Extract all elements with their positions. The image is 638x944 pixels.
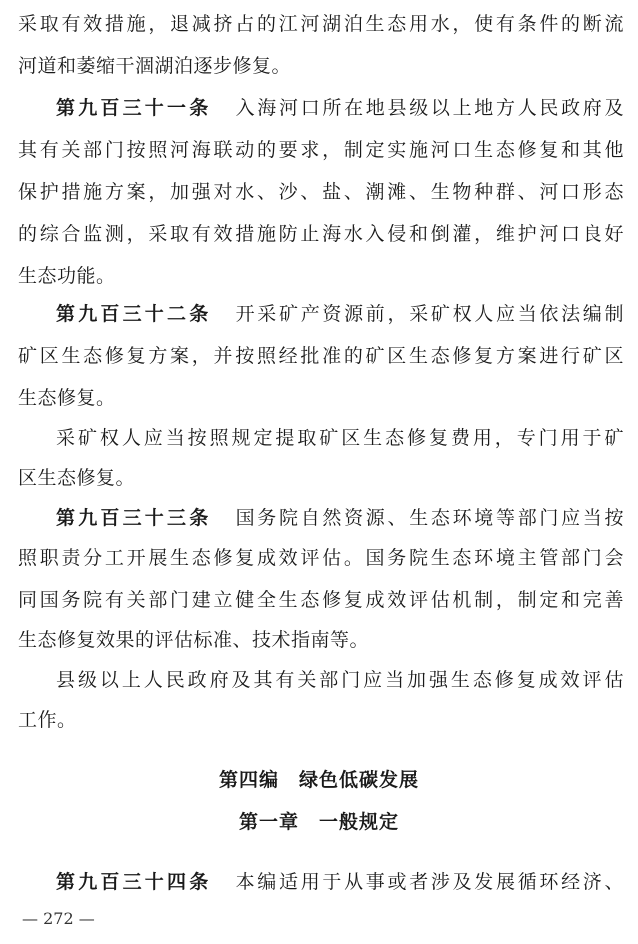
- article-931-first-line: [56, 98, 624, 118]
- article-number: 第九百三十一条: [56, 97, 212, 119]
- body-line: 其有关部门按照河海联动的要求，制定实施河口生态修复和其他: [18, 139, 624, 161]
- chapter-heading: 第一章 一般规定: [238, 811, 399, 833]
- body-line: 生态修复。: [18, 387, 116, 409]
- part-heading: 第四编 绿色低碳发展: [218, 769, 419, 791]
- article-number: 第九百三十四条: [56, 871, 212, 893]
- body-line: 的综合监测，采取有效措施防止海水入侵和倒灌，维护河口良好: [18, 223, 624, 245]
- paragraph-first-line: 县级以上人民政府及其有关部门应当加强生态修复成效评估: [56, 669, 624, 691]
- body-line: 生态修复效果的评估标准、技术指南等。: [18, 629, 370, 651]
- body-line: 照职责分工开展生态修复成效评估。国务院生态环境主管部门会: [18, 547, 624, 569]
- article-933-first-line: [56, 508, 624, 528]
- paragraph-first-line: 采矿权人应当按照规定提取矿区生态修复费用，专门用于矿: [56, 427, 624, 449]
- article-932-first-line: [56, 304, 624, 324]
- article-934-first-line: [56, 872, 624, 892]
- article-text: 本编适用于从事或者涉及发展循环经济、: [233, 871, 624, 893]
- article-number: 第九百三十二条: [56, 303, 212, 325]
- body-line: 同国务院有关部门建立健全生态修复成效评估机制，制定和完善: [18, 589, 624, 611]
- body-line: 保护措施方案，加强对水、沙、盐、潮滩、生物种群、河口形态: [18, 181, 624, 203]
- body-line: 采取有效措施，退减挤占的江河湖泊生态用水，使有条件的断流: [18, 13, 624, 35]
- article-number: 第九百三十三条: [56, 507, 212, 529]
- body-line: 生态功能。: [18, 265, 116, 287]
- page-number: — 272 —: [22, 909, 95, 928]
- body-line: 区生态修复。: [18, 467, 136, 489]
- article-text: 开采矿产资源前，采矿权人应当依法编制: [233, 303, 624, 325]
- body-line: 矿区生态修复方案，并按照经批准的矿区生态修复方案进行矿区: [18, 345, 624, 367]
- body-line: 河道和萎缩干涸湖泊逐步修复。: [18, 55, 292, 77]
- article-text: 国务院自然资源、生态环境等部门应当按: [233, 507, 624, 529]
- article-text: 入海河口所在地县级以上地方人民政府及: [233, 97, 624, 119]
- body-line: 工作。: [18, 709, 77, 731]
